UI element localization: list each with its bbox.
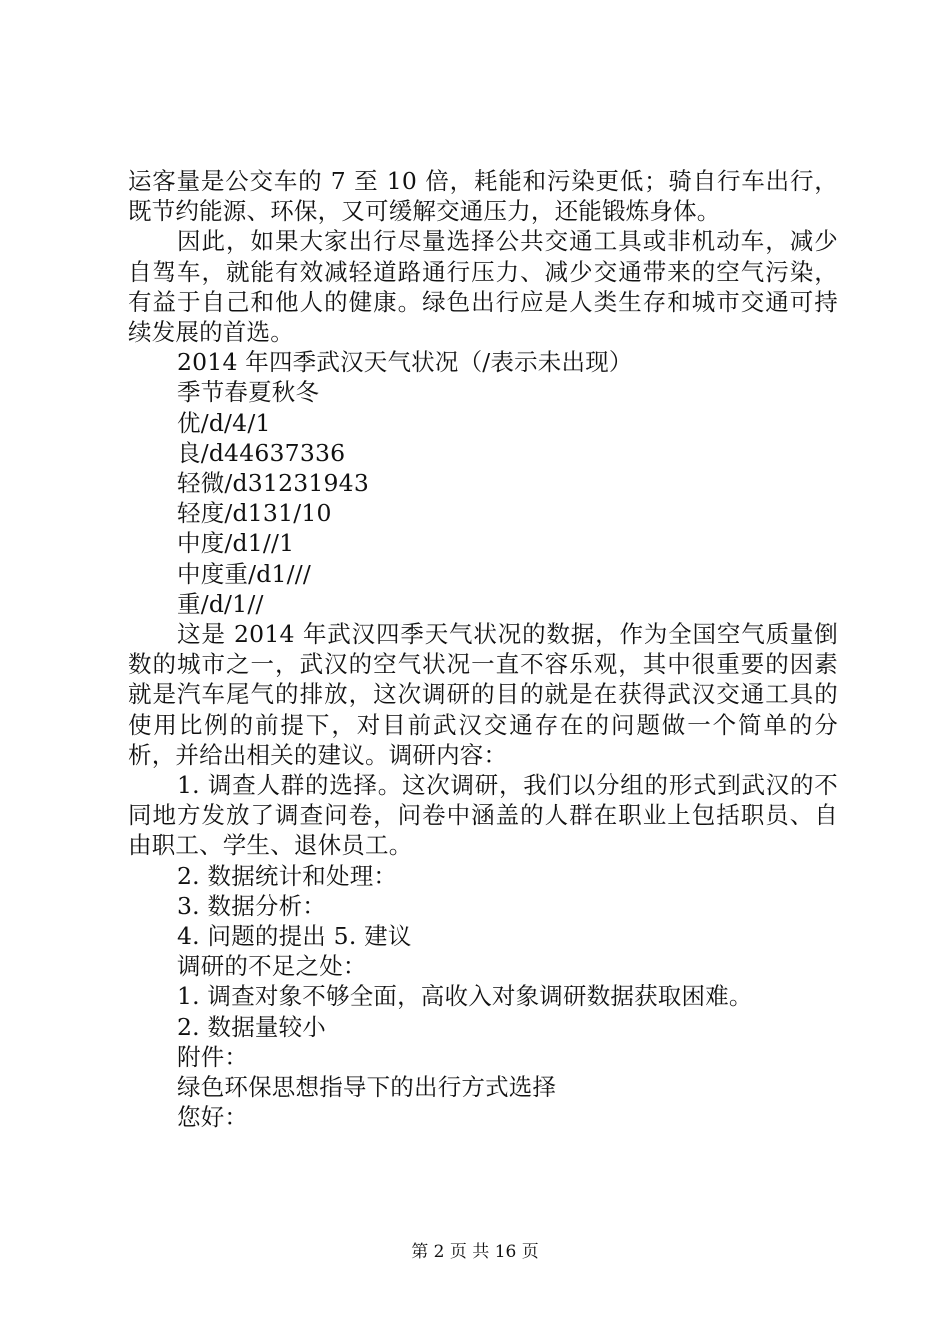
paragraph-data-analysis: 这是 2014 年武汉四季天气状况的数据，作为全国空气质量倒数的城市之一，武汉的空气状况一直不容乐观，其中很重要的因素就是汽车尾气的排放，这次调研的目的就是在获得武汉交通工具的使用比例的前提下，对目前武汉交通存在的问题做一个简单的分析，并给出相关的建议。调研内容：	[128, 620, 838, 769]
greeting: 您好：	[177, 1103, 249, 1132]
weather-table-row: 良/d44637336	[177, 438, 346, 467]
list-item-survey-population: 1. 调查人群的选择。这次调研，我们以分组的形式到武汉的不同地方发放了调查问卷，问卷中涵盖的人群在职业上包括职员、自由职工、学生、退休员工。	[128, 771, 838, 860]
paragraph-therefore: 因此，如果大家出行尽量选择公共交通工具或非机动车，减少自驾车，就能有效减轻道路通行压力、减少交通带来的空气污染，有益于自己和他人的健康。绿色出行应是人类生存和城市交通可持续发展的首选。	[128, 227, 838, 347]
shortcoming-item: 1. 调查对象不够全面，高收入对象调研数据获取困难。	[177, 982, 753, 1011]
paragraph-continuation: 运客量是公交车的 7 至 10 倍，耗能和污染更低；骑自行车出行，既节约能源、环保，又可缓解交通压力，还能锻炼身体。	[128, 167, 838, 226]
weather-table-row: 中度重/d1///	[177, 559, 311, 588]
shortcoming-item: 2. 数据量较小	[177, 1012, 326, 1041]
attachment-title: 绿色环保思想指导下的出行方式选择	[177, 1073, 557, 1102]
weather-table-row: 轻度/d131/10	[177, 499, 332, 528]
document-body	[128, 166, 838, 1133]
shortcomings-heading: 调研的不足之处：	[177, 952, 367, 981]
attachment-label: 附件：	[177, 1042, 249, 1071]
weather-table-row: 优/d/4/1	[177, 408, 271, 437]
list-item-problems-suggestions: 4. 问题的提出 5. 建议	[177, 922, 412, 951]
weather-table-row: 轻微/d31231943	[177, 469, 369, 498]
weather-table-title: 2014 年四季武汉天气状况（/表示未出现）	[177, 348, 633, 377]
list-item-statistics: 2. 数据统计和处理：	[177, 861, 398, 890]
weather-table-row: 重/d/1//	[177, 589, 264, 618]
page-number-footer: 第 2 页 共 16 页	[411, 1242, 539, 1262]
list-item-analysis: 3. 数据分析：	[177, 891, 326, 920]
weather-table-header: 季节春夏秋冬	[177, 378, 320, 407]
weather-table-row: 中度/d1//1	[177, 529, 295, 558]
